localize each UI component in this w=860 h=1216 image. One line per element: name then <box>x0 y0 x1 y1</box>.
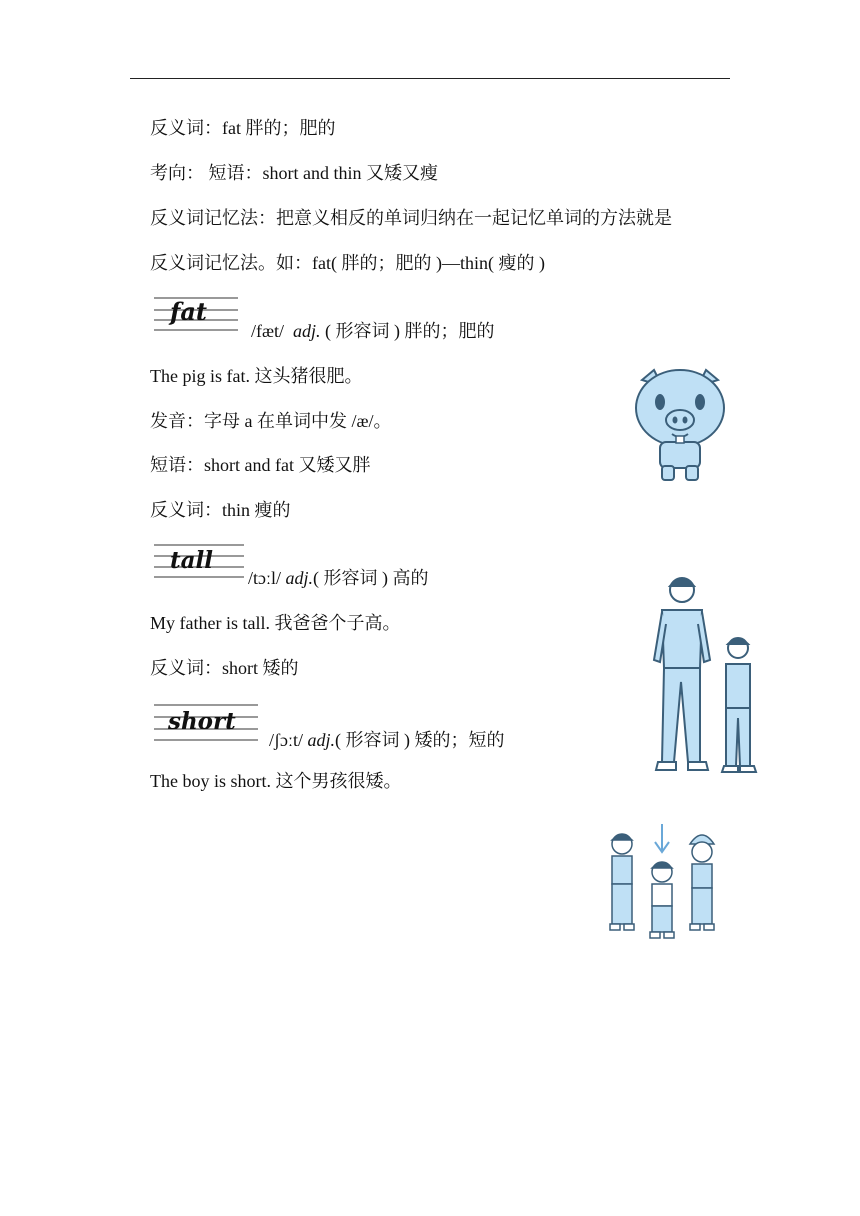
boy-sentence: The boy is short. 这个男孩很矮。 <box>150 771 402 791</box>
short-pos: adj. <box>307 730 336 750</box>
tall-phonetic: /tɔːl/ <box>248 568 281 588</box>
pig-sentence: The pig is fat. 这头猪很肥。 <box>150 366 363 386</box>
antonym-thin-line: 反义词：thin 瘦的 <box>150 500 291 520</box>
fat-phonetic: /fæt/ <box>251 321 285 341</box>
short-entry <box>269 728 505 752</box>
pronunciation-line: 发音：字母 a 在单词中发 /æ/。 <box>150 411 392 431</box>
three-boys-illustration <box>602 822 728 947</box>
father-son-illustration <box>648 572 762 783</box>
svg-text:short: short <box>168 708 236 735</box>
memory-method-line: 反义词记忆法：把意义相反的单词归纳在一起记忆单词的方法就是 <box>150 208 672 228</box>
antonym-fat-line: 反义词：fat 胖的；肥的 <box>150 118 336 138</box>
header-rule <box>130 78 730 79</box>
fat-entry <box>251 319 495 343</box>
fat-pos: adj. <box>293 321 321 341</box>
handwriting-tall <box>154 540 244 580</box>
memory-method-example-line: 反义词记忆法。如：fat( 胖的；肥的 )—thin( 瘦的 ) <box>150 253 545 273</box>
tall-entry <box>248 566 429 590</box>
fat-gloss: ( 形容词 ) 胖的；肥的 <box>320 321 495 341</box>
father-sentence: My father is tall. 我爸爸个子高。 <box>150 613 401 633</box>
svg-text:fat: fat <box>170 297 207 326</box>
antonym-short-line: 反义词：short 矮的 <box>150 658 299 678</box>
short-gloss: ( 形容词 ) 矮的；短的 <box>335 730 505 750</box>
handwriting-short <box>154 700 258 744</box>
phrase-short-fat-line: 短语：short and fat 又矮又胖 <box>150 455 371 475</box>
short-phonetic: /ʃɔːt/ <box>269 730 303 750</box>
tall-gloss: ( 形容词 ) 高的 <box>313 568 429 588</box>
svg-text:tall: tall <box>170 547 214 574</box>
handwriting-fat <box>154 292 238 336</box>
focus-phrase-line: 考向： 短语：short and thin 又矮又瘦 <box>150 163 438 183</box>
tall-pos: adj. <box>285 568 314 588</box>
pig-illustration <box>628 362 732 491</box>
